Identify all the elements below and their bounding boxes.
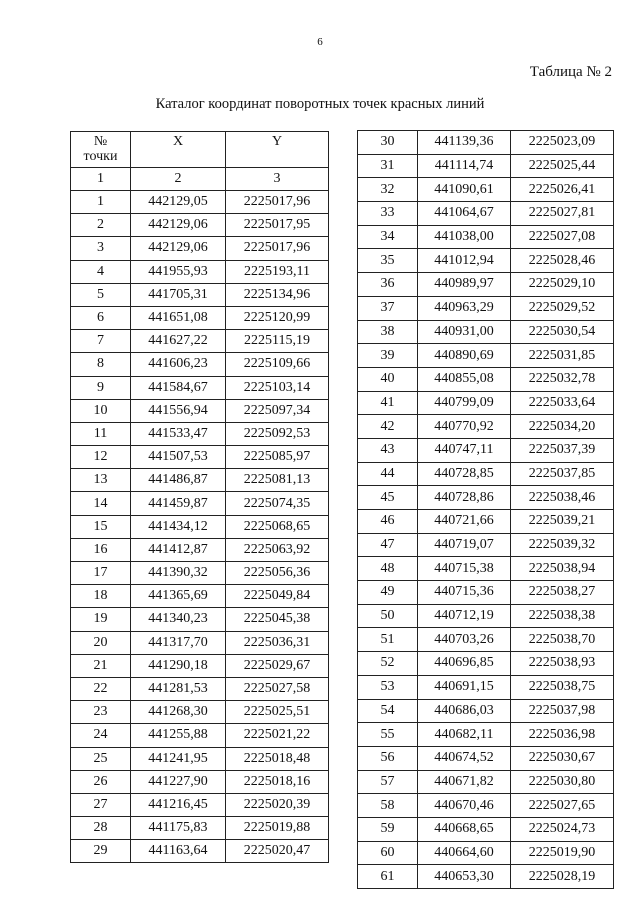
point-number-cell: 58 xyxy=(358,794,418,818)
y-coordinate-cell: 2225031,85 xyxy=(511,344,614,368)
y-coordinate-cell: 2225017,95 xyxy=(226,214,329,237)
table-row xyxy=(71,701,329,724)
table-row xyxy=(358,202,614,226)
table-row xyxy=(358,510,614,534)
x-coordinate-cell: 440715,36 xyxy=(418,581,511,605)
point-number-cell: 27 xyxy=(71,793,131,816)
x-coordinate-cell: 441281,53 xyxy=(131,677,226,700)
x-coordinate-cell: 440686,03 xyxy=(418,699,511,723)
table-row xyxy=(71,191,329,214)
x-coordinate-cell: 441114,74 xyxy=(418,154,511,178)
y-coordinate-cell: 2225029,10 xyxy=(511,273,614,297)
x-coordinate-cell: 441412,87 xyxy=(131,538,226,561)
header-num-text: № точки xyxy=(83,134,118,164)
point-number-cell: 33 xyxy=(358,202,418,226)
table-row xyxy=(358,249,614,273)
table-row xyxy=(71,724,329,747)
y-coordinate-cell: 2225027,65 xyxy=(511,794,614,818)
x-coordinate-cell: 441390,32 xyxy=(131,562,226,585)
point-number-cell: 14 xyxy=(71,492,131,515)
point-number-cell: 20 xyxy=(71,631,131,654)
table-row xyxy=(358,320,614,344)
x-coordinate-cell: 441955,93 xyxy=(131,260,226,283)
table-row xyxy=(358,462,614,486)
table-row xyxy=(71,631,329,654)
x-coordinate-cell: 440799,09 xyxy=(418,391,511,415)
x-coordinate-cell: 440696,85 xyxy=(418,652,511,676)
x-coordinate-cell: 440715,38 xyxy=(418,557,511,581)
point-number-cell: 24 xyxy=(71,724,131,747)
point-number-cell: 8 xyxy=(71,353,131,376)
page-number: 6 xyxy=(317,36,323,48)
y-coordinate-cell: 2225193,11 xyxy=(226,260,329,283)
x-coordinate-cell: 440931,00 xyxy=(418,320,511,344)
y-coordinate-cell: 2225036,31 xyxy=(226,631,329,654)
table-column-index-row xyxy=(71,168,329,191)
point-number-cell: 23 xyxy=(71,701,131,724)
point-number-cell: 25 xyxy=(71,747,131,770)
point-number-cell: 17 xyxy=(71,562,131,585)
y-coordinate-cell: 2225018,16 xyxy=(226,770,329,793)
point-number-cell: 18 xyxy=(71,585,131,608)
y-coordinate-cell: 2225036,98 xyxy=(511,723,614,747)
x-coordinate-cell: 441163,64 xyxy=(131,840,226,863)
point-number-cell: 59 xyxy=(358,817,418,841)
point-number-cell: 37 xyxy=(358,296,418,320)
y-coordinate-cell: 2225030,54 xyxy=(511,320,614,344)
table-row xyxy=(358,415,614,439)
point-number-cell: 46 xyxy=(358,510,418,534)
y-coordinate-cell: 2225027,08 xyxy=(511,225,614,249)
y-coordinate-cell: 2225081,13 xyxy=(226,469,329,492)
x-coordinate-cell: 442129,06 xyxy=(131,214,226,237)
x-coordinate-cell: 441627,22 xyxy=(131,330,226,353)
y-coordinate-cell: 2225103,14 xyxy=(226,376,329,399)
x-coordinate-cell: 441064,67 xyxy=(418,202,511,226)
x-coordinate-cell: 441340,23 xyxy=(131,608,226,631)
table-row xyxy=(71,747,329,770)
point-number-cell: 54 xyxy=(358,699,418,723)
point-number-cell: 1 xyxy=(71,191,131,214)
point-number-cell: 38 xyxy=(358,320,418,344)
x-coordinate-cell: 440890,69 xyxy=(418,344,511,368)
point-number-cell: 41 xyxy=(358,391,418,415)
y-coordinate-cell: 2225115,19 xyxy=(226,330,329,353)
point-number-cell: 43 xyxy=(358,438,418,462)
x-coordinate-cell: 441533,47 xyxy=(131,422,226,445)
point-number-cell: 6 xyxy=(71,306,131,329)
x-coordinate-cell: 441317,70 xyxy=(131,631,226,654)
table-row xyxy=(358,533,614,557)
table-row xyxy=(71,283,329,306)
point-number-cell: 7 xyxy=(71,330,131,353)
point-number-cell: 47 xyxy=(358,533,418,557)
y-coordinate-cell: 2225038,75 xyxy=(511,675,614,699)
table-row xyxy=(71,376,329,399)
column-index: 2 xyxy=(131,168,226,191)
y-coordinate-cell: 2225027,81 xyxy=(511,202,614,226)
y-coordinate-cell: 2225068,65 xyxy=(226,515,329,538)
point-number-cell: 57 xyxy=(358,770,418,794)
table-row xyxy=(71,353,329,376)
point-number-cell: 2 xyxy=(71,214,131,237)
column-header-x: X xyxy=(131,132,226,168)
table-row xyxy=(358,391,614,415)
x-coordinate-cell: 441705,31 xyxy=(131,283,226,306)
x-coordinate-cell: 440670,46 xyxy=(418,794,511,818)
y-coordinate-cell: 2225045,38 xyxy=(226,608,329,631)
table-row xyxy=(358,746,614,770)
y-coordinate-cell: 2225038,94 xyxy=(511,557,614,581)
x-coordinate-cell: 441486,87 xyxy=(131,469,226,492)
y-coordinate-cell: 2225038,70 xyxy=(511,628,614,652)
y-coordinate-cell: 2225020,47 xyxy=(226,840,329,863)
point-number-cell: 32 xyxy=(358,178,418,202)
table-row xyxy=(71,422,329,445)
point-number-cell: 61 xyxy=(358,865,418,889)
table-row xyxy=(358,581,614,605)
table-row xyxy=(358,604,614,628)
y-coordinate-cell: 2225025,44 xyxy=(511,154,614,178)
table-row xyxy=(71,840,329,863)
x-coordinate-cell: 441227,90 xyxy=(131,770,226,793)
x-coordinate-cell: 440963,29 xyxy=(418,296,511,320)
y-coordinate-cell: 2225029,67 xyxy=(226,654,329,677)
x-coordinate-cell: 440682,11 xyxy=(418,723,511,747)
table-row xyxy=(71,770,329,793)
x-coordinate-cell: 441012,94 xyxy=(418,249,511,273)
point-number-cell: 11 xyxy=(71,422,131,445)
point-number-cell: 55 xyxy=(358,723,418,747)
x-coordinate-cell: 441268,30 xyxy=(131,701,226,724)
point-number-cell: 29 xyxy=(71,840,131,863)
point-number-cell: 3 xyxy=(71,237,131,260)
x-coordinate-cell: 440653,30 xyxy=(418,865,511,889)
x-coordinate-cell: 441434,12 xyxy=(131,515,226,538)
x-coordinate-cell: 440747,11 xyxy=(418,438,511,462)
y-coordinate-cell: 2225085,97 xyxy=(226,446,329,469)
x-coordinate-cell: 441365,69 xyxy=(131,585,226,608)
column-header-point-number xyxy=(71,132,131,168)
x-coordinate-cell: 440712,19 xyxy=(418,604,511,628)
point-number-cell: 60 xyxy=(358,841,418,865)
point-number-cell: 28 xyxy=(71,817,131,840)
y-coordinate-cell: 2225021,22 xyxy=(226,724,329,747)
y-coordinate-cell: 2225030,67 xyxy=(511,746,614,770)
point-number-cell: 21 xyxy=(71,654,131,677)
y-coordinate-cell: 2225025,51 xyxy=(226,701,329,724)
table-row xyxy=(358,273,614,297)
y-coordinate-cell: 2225028,46 xyxy=(511,249,614,273)
table-row xyxy=(71,793,329,816)
y-coordinate-cell: 2225019,90 xyxy=(511,841,614,865)
table-row xyxy=(71,330,329,353)
point-number-cell: 42 xyxy=(358,415,418,439)
y-coordinate-cell: 2225120,99 xyxy=(226,306,329,329)
table-row xyxy=(358,628,614,652)
x-coordinate-cell: 441090,61 xyxy=(418,178,511,202)
table-row xyxy=(358,486,614,510)
x-coordinate-cell: 440728,86 xyxy=(418,486,511,510)
y-coordinate-cell: 2225018,48 xyxy=(226,747,329,770)
y-coordinate-cell: 2225038,93 xyxy=(511,652,614,676)
x-coordinate-cell: 441459,87 xyxy=(131,492,226,515)
table-row xyxy=(358,699,614,723)
point-number-cell: 22 xyxy=(71,677,131,700)
table-row xyxy=(358,770,614,794)
y-coordinate-cell: 2225134,96 xyxy=(226,283,329,306)
y-coordinate-cell: 2225028,19 xyxy=(511,865,614,889)
point-number-cell: 5 xyxy=(71,283,131,306)
y-coordinate-cell: 2225092,53 xyxy=(226,422,329,445)
table-reference: Таблица № 2 xyxy=(529,64,612,80)
x-coordinate-cell: 440989,97 xyxy=(418,273,511,297)
y-coordinate-cell: 2225032,78 xyxy=(511,367,614,391)
x-coordinate-cell: 441651,08 xyxy=(131,306,226,329)
table-row xyxy=(358,296,614,320)
point-number-cell: 26 xyxy=(71,770,131,793)
table-row xyxy=(358,557,614,581)
x-coordinate-cell: 440770,92 xyxy=(418,415,511,439)
x-coordinate-cell: 440855,08 xyxy=(418,367,511,391)
point-number-cell: 40 xyxy=(358,367,418,391)
point-number-cell: 36 xyxy=(358,273,418,297)
point-number-cell: 39 xyxy=(358,344,418,368)
point-number-cell: 45 xyxy=(358,486,418,510)
coordinates-table-right xyxy=(357,130,614,889)
table-row xyxy=(358,675,614,699)
table-row xyxy=(358,225,614,249)
table-row xyxy=(358,841,614,865)
table-row xyxy=(358,178,614,202)
x-coordinate-cell: 442129,06 xyxy=(131,237,226,260)
y-coordinate-cell: 2225063,92 xyxy=(226,538,329,561)
x-coordinate-cell: 441139,36 xyxy=(418,131,511,155)
point-number-cell: 31 xyxy=(358,154,418,178)
table-row xyxy=(71,469,329,492)
point-number-cell: 51 xyxy=(358,628,418,652)
y-coordinate-cell: 2225030,80 xyxy=(511,770,614,794)
x-coordinate-cell: 441038,00 xyxy=(418,225,511,249)
y-coordinate-cell: 2225020,39 xyxy=(226,793,329,816)
y-coordinate-cell: 2225034,20 xyxy=(511,415,614,439)
x-coordinate-cell: 440691,15 xyxy=(418,675,511,699)
y-coordinate-cell: 2225109,66 xyxy=(226,353,329,376)
table-row xyxy=(71,214,329,237)
table-row xyxy=(358,367,614,391)
y-coordinate-cell: 2225027,58 xyxy=(226,677,329,700)
x-coordinate-cell: 441290,18 xyxy=(131,654,226,677)
point-number-cell: 35 xyxy=(358,249,418,273)
x-coordinate-cell: 441216,45 xyxy=(131,793,226,816)
y-coordinate-cell: 2225056,36 xyxy=(226,562,329,585)
point-number-cell: 10 xyxy=(71,399,131,422)
point-number-cell: 50 xyxy=(358,604,418,628)
x-coordinate-cell: 441241,95 xyxy=(131,747,226,770)
coordinates-table-left xyxy=(70,131,329,863)
y-coordinate-cell: 2225039,32 xyxy=(511,533,614,557)
point-number-cell: 4 xyxy=(71,260,131,283)
point-number-cell: 53 xyxy=(358,675,418,699)
y-coordinate-cell: 2225037,39 xyxy=(511,438,614,462)
table-row xyxy=(71,446,329,469)
y-coordinate-cell: 2225024,73 xyxy=(511,817,614,841)
x-coordinate-cell: 441584,67 xyxy=(131,376,226,399)
y-coordinate-cell: 2225038,38 xyxy=(511,604,614,628)
x-coordinate-cell: 441255,88 xyxy=(131,724,226,747)
x-coordinate-cell: 440719,07 xyxy=(418,533,511,557)
point-number-cell: 48 xyxy=(358,557,418,581)
point-number-cell: 13 xyxy=(71,469,131,492)
y-coordinate-cell: 2225023,09 xyxy=(511,131,614,155)
y-coordinate-cell: 2225049,84 xyxy=(226,585,329,608)
point-number-cell: 19 xyxy=(71,608,131,631)
y-coordinate-cell: 2225029,52 xyxy=(511,296,614,320)
x-coordinate-cell: 440728,85 xyxy=(418,462,511,486)
table-row xyxy=(71,585,329,608)
table-row xyxy=(71,817,329,840)
x-coordinate-cell: 442129,05 xyxy=(131,191,226,214)
column-header-y: Y xyxy=(226,132,329,168)
y-coordinate-cell: 2225038,46 xyxy=(511,486,614,510)
table-row xyxy=(71,492,329,515)
point-number-cell: 52 xyxy=(358,652,418,676)
table-row xyxy=(358,817,614,841)
y-coordinate-cell: 2225037,85 xyxy=(511,462,614,486)
x-coordinate-cell: 440721,66 xyxy=(418,510,511,534)
point-number-cell: 16 xyxy=(71,538,131,561)
table-row xyxy=(71,677,329,700)
table-row xyxy=(71,608,329,631)
point-number-cell: 12 xyxy=(71,446,131,469)
point-number-cell: 15 xyxy=(71,515,131,538)
y-coordinate-cell: 2225037,98 xyxy=(511,699,614,723)
y-coordinate-cell: 2225019,88 xyxy=(226,817,329,840)
x-coordinate-cell: 440674,52 xyxy=(418,746,511,770)
table-caption: Каталог координат поворотных точек красных линий xyxy=(155,96,485,112)
table-row xyxy=(71,515,329,538)
y-coordinate-cell: 2225097,34 xyxy=(226,399,329,422)
table-row xyxy=(358,794,614,818)
table-row xyxy=(71,237,329,260)
y-coordinate-cell: 2225039,21 xyxy=(511,510,614,534)
x-coordinate-cell: 440671,82 xyxy=(418,770,511,794)
point-number-cell: 34 xyxy=(358,225,418,249)
table-row xyxy=(358,723,614,747)
point-number-cell: 56 xyxy=(358,746,418,770)
column-index: 3 xyxy=(226,168,329,191)
y-coordinate-cell: 2225033,64 xyxy=(511,391,614,415)
table-row xyxy=(358,438,614,462)
x-coordinate-cell: 441606,23 xyxy=(131,353,226,376)
y-coordinate-cell: 2225038,27 xyxy=(511,581,614,605)
x-coordinate-cell: 440668,65 xyxy=(418,817,511,841)
point-number-cell: 9 xyxy=(71,376,131,399)
table-row xyxy=(358,652,614,676)
point-number-cell: 44 xyxy=(358,462,418,486)
point-number-cell: 49 xyxy=(358,581,418,605)
table-row xyxy=(358,865,614,889)
y-coordinate-cell: 2225017,96 xyxy=(226,191,329,214)
table-row xyxy=(358,344,614,368)
table-row xyxy=(358,154,614,178)
table-row xyxy=(71,260,329,283)
x-coordinate-cell: 440703,26 xyxy=(418,628,511,652)
table-row xyxy=(71,562,329,585)
point-number-cell: 30 xyxy=(358,131,418,155)
table-row xyxy=(358,131,614,155)
y-coordinate-cell: 2225017,96 xyxy=(226,237,329,260)
table-header-row xyxy=(71,132,329,168)
x-coordinate-cell: 441507,53 xyxy=(131,446,226,469)
x-coordinate-cell: 441556,94 xyxy=(131,399,226,422)
column-index: 1 xyxy=(71,168,131,191)
y-coordinate-cell: 2225074,35 xyxy=(226,492,329,515)
table-row xyxy=(71,538,329,561)
y-coordinate-cell: 2225026,41 xyxy=(511,178,614,202)
x-coordinate-cell: 440664,60 xyxy=(418,841,511,865)
table-row xyxy=(71,399,329,422)
table-row xyxy=(71,654,329,677)
table-row xyxy=(71,306,329,329)
x-coordinate-cell: 441175,83 xyxy=(131,817,226,840)
